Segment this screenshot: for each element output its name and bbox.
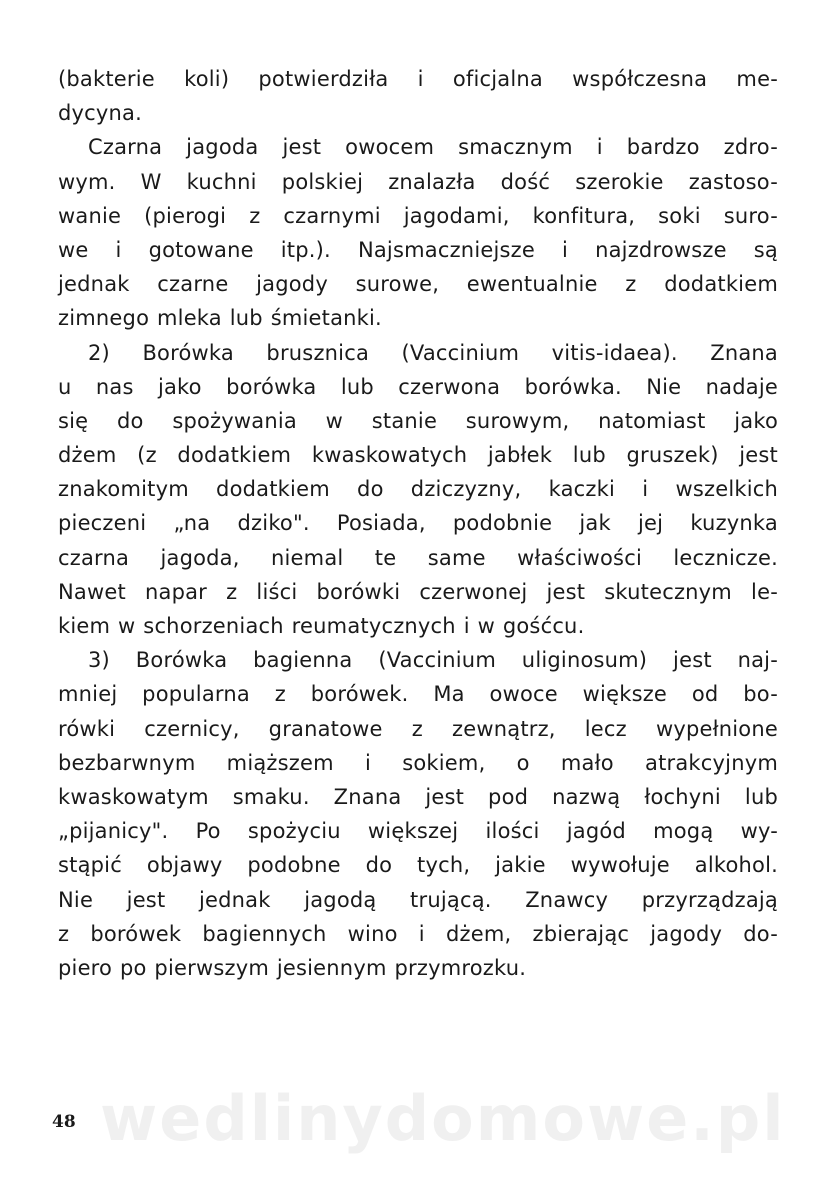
paragraph-2 [58, 130, 778, 335]
body-text [58, 62, 778, 985]
text-line: jednak czarne jagody surowe, ewentualnie z dodatkiem [58, 272, 778, 297]
text-line: 2) Borówka brusznica (Vaccinium vitis-idaea). Znana [88, 340, 778, 365]
text-line: piero po pierwszym jesiennym przymrozku. [58, 955, 527, 980]
text-line: u nas jako borówka lub czerwona borówka. Nie nadaje [58, 374, 778, 399]
text-line: z borówek bagiennych wino i dżem, zbierając jagody do- [58, 921, 778, 946]
watermark: wedlinydomowe.pl [100, 1082, 786, 1155]
text-line: czarna jagoda, niemal te same właściwości lecznicze. [58, 545, 778, 570]
text-line: dżem (z dodatkiem kwaskowatych jabłek lub gruszek) jest [58, 443, 778, 468]
text-line: „pijanicy". Po spożyciu większej ilości jagód mogą wy- [58, 819, 778, 844]
paragraph-3 [58, 336, 778, 644]
text-line: wanie (pierogi z czarnymi jagodami, konfitura, soki suro- [58, 203, 778, 228]
text-line: rówki czernicy, granatowe z zewnątrz, lecz wypełnione [58, 716, 778, 741]
text-line: znakomitym dodatkiem do dziczyzny, kaczki i wszelkich [58, 477, 778, 502]
text-line: we i gotowane itp.). Najsmaczniejsze i najzdrowsze są [58, 237, 778, 262]
text-line: Nie jest jednak jagodą trującą. Znawcy przyrządzają [58, 887, 778, 912]
text-line: (bakterie koli) potwierdziła i oficjalna współczesna me- [58, 67, 778, 91]
page-number: 48 [52, 1112, 76, 1132]
text-line: zimnego mleka lub śmietanki. [58, 306, 382, 331]
paragraph-1 [58, 62, 778, 130]
text-line: mniej popularna z borówek. Ma owoce większe od bo- [58, 682, 778, 707]
text-line: kwaskowatym smaku. Znana jest pod nazwą łochyni lub [58, 784, 778, 809]
text-line: Nawet napar z liści borówki czerwonej jest skutecznym le- [58, 579, 778, 604]
text-line: bezbarwnym miąższem i sokiem, o mało atrakcyjnym [58, 750, 778, 775]
text-line: stąpić objawy podobne do tych, jakie wywołuje alkohol. [58, 853, 778, 878]
text-line: się do spożywania w stanie surowym, natomiast jako [58, 408, 778, 433]
text-line: 3) Borówka bagienna (Vaccinium uliginosum) jest naj- [88, 648, 778, 673]
text-line: dycyna. [58, 101, 142, 126]
text-line: pieczeni „na dziko". Posiada, podobnie jak jej kuzynka [58, 511, 778, 536]
text-line: kiem w schorzeniach reumatycznych i w gośćcu. [58, 614, 585, 638]
paragraph-4 [58, 643, 778, 985]
text-line: wym. W kuchni polskiej znalazła dość szerokie zastoso- [58, 169, 778, 194]
text-line: Czarna jagoda jest owocem smacznym i bardzo zdro- [88, 135, 778, 160]
